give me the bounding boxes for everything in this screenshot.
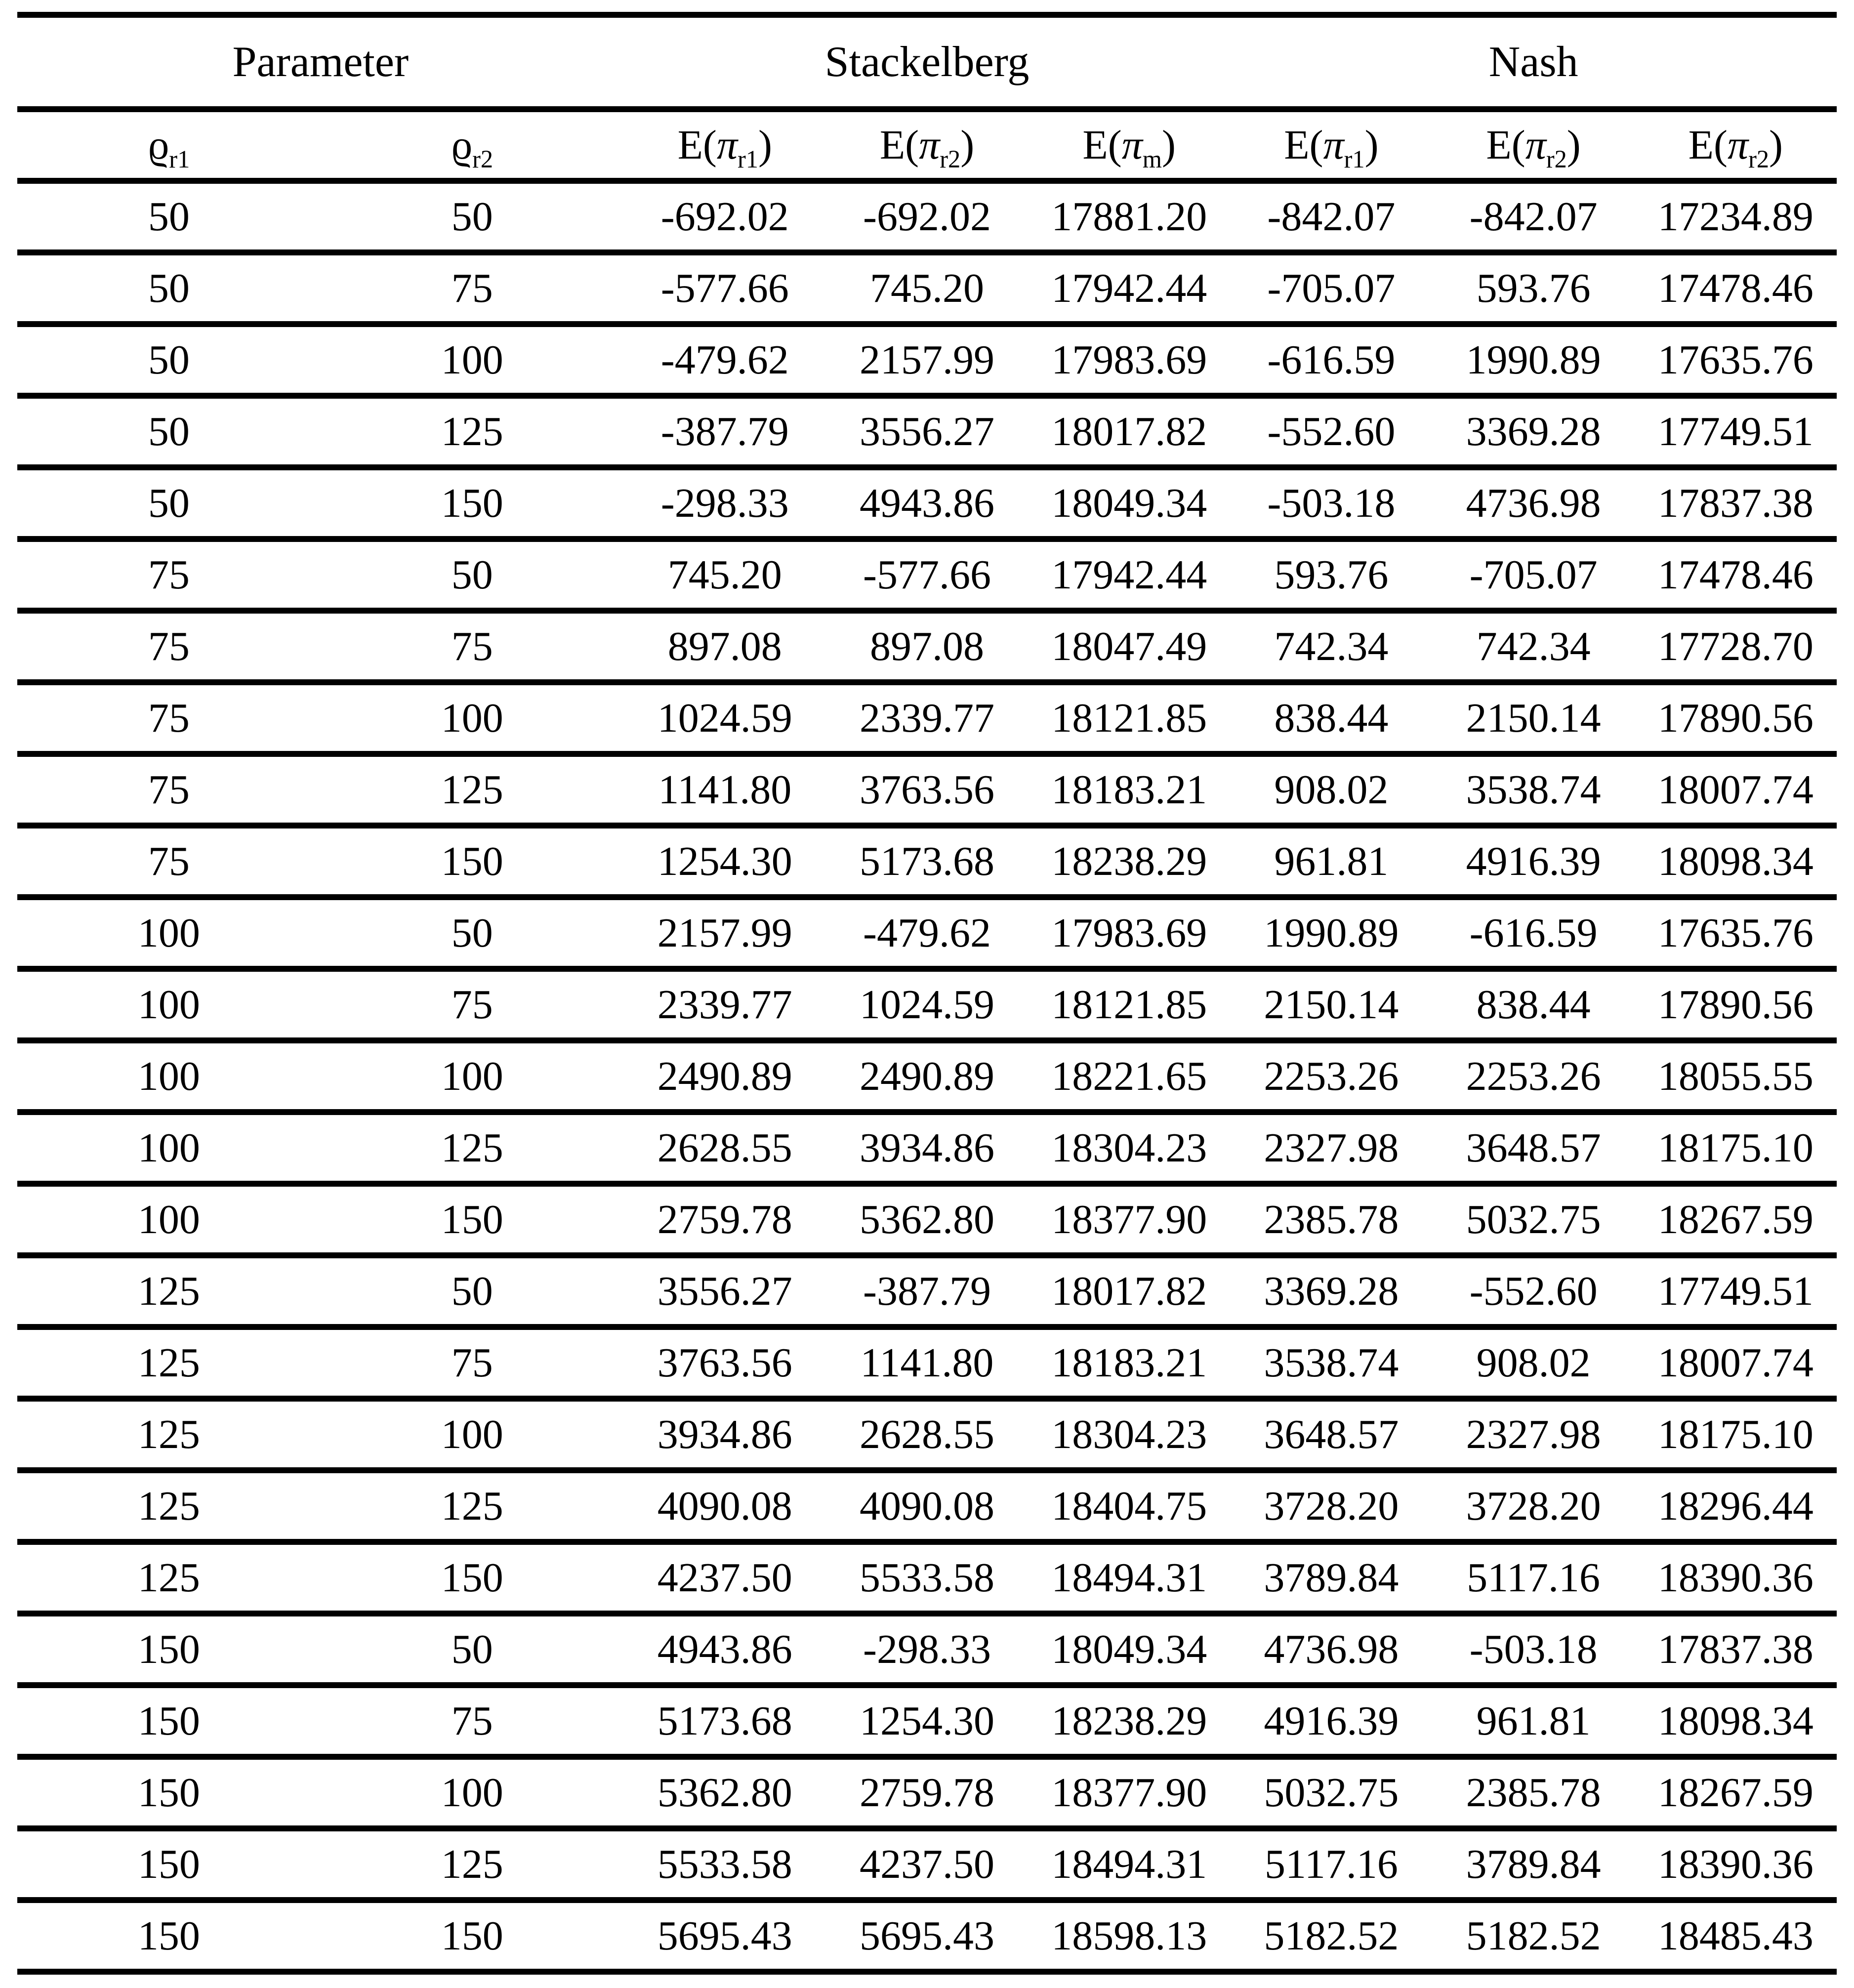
table-row: [17, 969, 1837, 1040]
table-cell: 5533.58: [624, 1828, 826, 1900]
pi-symbol: π: [1727, 122, 1749, 168]
rho-symbol: ϱ: [148, 122, 169, 168]
column-header-row: [17, 109, 1837, 181]
subscript: r1: [738, 145, 758, 173]
table-cell: 50: [321, 539, 624, 611]
table-cell: 3934.86: [624, 1399, 826, 1470]
table-cell: 4237.50: [624, 1542, 826, 1614]
table-cell: 3538.74: [1230, 1327, 1432, 1399]
table-cell: 2385.78: [1433, 1757, 1635, 1828]
table-cell: 18175.10: [1635, 1399, 1837, 1470]
table-cell: 125: [321, 1112, 624, 1184]
group-header-parameter: Parameter: [17, 15, 624, 109]
table-cell: 2150.14: [1230, 969, 1432, 1040]
table-row: [17, 1399, 1837, 1470]
table-cell: 2759.78: [826, 1757, 1028, 1828]
table-cell: 4943.86: [624, 1614, 826, 1685]
table-cell: 125: [17, 1255, 321, 1327]
table-row: [17, 754, 1837, 826]
table-cell: 3728.20: [1230, 1470, 1432, 1542]
table-cell: 5032.75: [1230, 1757, 1432, 1828]
table-row: [17, 1757, 1837, 1828]
table-cell: 100: [321, 1757, 624, 1828]
table-cell: -552.60: [1433, 1255, 1635, 1327]
table-cell: 17478.46: [1635, 539, 1837, 611]
table-row: [17, 324, 1837, 396]
table-cell: 1990.89: [1433, 324, 1635, 396]
table-cell: 125: [17, 1327, 321, 1399]
table-row: [17, 682, 1837, 754]
table-cell: 18494.31: [1028, 1542, 1230, 1614]
table-cell: 100: [321, 324, 624, 396]
results-table: [17, 12, 1837, 1975]
table-cell: 17635.76: [1635, 897, 1837, 969]
table-cell: 2628.55: [624, 1112, 826, 1184]
table-cell: 18049.34: [1028, 467, 1230, 539]
group-header-stackelberg: Stackelberg: [624, 15, 1231, 109]
table-cell: 5362.80: [826, 1184, 1028, 1255]
table-cell: 17890.56: [1635, 682, 1837, 754]
table-cell: 1254.30: [826, 1685, 1028, 1757]
table-cell: 18377.90: [1028, 1184, 1230, 1255]
table-cell: 150: [321, 467, 624, 539]
table-cell: 3538.74: [1433, 754, 1635, 826]
table-cell: 50: [17, 252, 321, 324]
table-cell: 2628.55: [826, 1399, 1028, 1470]
table-cell: -298.33: [624, 467, 826, 539]
table-cell: 18485.43: [1635, 1900, 1837, 1972]
table-row: [17, 467, 1837, 539]
table-cell: 4916.39: [1230, 1685, 1432, 1757]
table-cell: -842.07: [1433, 181, 1635, 252]
table-cell: 961.81: [1230, 826, 1432, 897]
table-cell: 75: [321, 1327, 624, 1399]
table-cell: 5182.52: [1433, 1900, 1635, 1972]
subscript: r1: [1344, 145, 1365, 173]
table-row: [17, 1112, 1837, 1184]
table-cell: 18121.85: [1028, 682, 1230, 754]
table-row: [17, 1184, 1837, 1255]
table-cell: 18047.49: [1028, 611, 1230, 682]
table-cell: 2253.26: [1433, 1040, 1635, 1112]
table-cell: 5032.75: [1433, 1184, 1635, 1255]
table-cell: 18267.59: [1635, 1757, 1837, 1828]
table-row: [17, 1685, 1837, 1757]
table-cell: 3369.28: [1230, 1255, 1432, 1327]
table-cell: 17942.44: [1028, 252, 1230, 324]
table-cell: 2339.77: [624, 969, 826, 1040]
table-cell: -692.02: [826, 181, 1028, 252]
table-cell: 4736.98: [1230, 1614, 1432, 1685]
subscript: r1: [169, 145, 190, 173]
group-header-nash: Nash: [1230, 15, 1837, 109]
table-cell: 745.20: [826, 252, 1028, 324]
table-cell: 3763.56: [826, 754, 1028, 826]
table-cell: 17983.69: [1028, 897, 1230, 969]
table-cell: 50: [17, 181, 321, 252]
table-cell: -503.18: [1230, 467, 1432, 539]
pi-symbol: π: [1121, 122, 1143, 168]
table-cell: 17837.38: [1635, 1614, 1837, 1685]
table-cell: 2253.26: [1230, 1040, 1432, 1112]
table-cell: 17890.56: [1635, 969, 1837, 1040]
table-cell: 18390.36: [1635, 1828, 1837, 1900]
table-cell: 18175.10: [1635, 1112, 1837, 1184]
table-row: [17, 252, 1837, 324]
table-cell: 18017.82: [1028, 1255, 1230, 1327]
col-header-rho-r2: [321, 109, 624, 181]
table-cell: 3369.28: [1433, 396, 1635, 467]
table-cell: 18098.34: [1635, 826, 1837, 897]
table-cell: 100: [321, 1399, 624, 1470]
rho-symbol: ϱ: [451, 122, 473, 168]
table-cell: -705.07: [1230, 252, 1432, 324]
table-cell: 897.08: [624, 611, 826, 682]
table-cell: 50: [321, 1255, 624, 1327]
table-cell: 1254.30: [624, 826, 826, 897]
table-cell: 1141.80: [624, 754, 826, 826]
table-cell: 18296.44: [1635, 1470, 1837, 1542]
pi-symbol: π: [1323, 122, 1344, 168]
table-cell: 150: [17, 1757, 321, 1828]
table-cell: 908.02: [1230, 754, 1432, 826]
table-row: [17, 826, 1837, 897]
table-cell: -298.33: [826, 1614, 1028, 1685]
table-cell: 18304.23: [1028, 1399, 1230, 1470]
table-cell: 100: [17, 1112, 321, 1184]
table-cell: 150: [321, 826, 624, 897]
table-cell: 18098.34: [1635, 1685, 1837, 1757]
table-cell: -616.59: [1230, 324, 1432, 396]
table-cell: 18055.55: [1635, 1040, 1837, 1112]
col-header-stackelberg-e-pi-m: $E(\pi_m)$: [1028, 109, 1230, 181]
table-cell: 17837.38: [1635, 467, 1837, 539]
table-cell: -552.60: [1230, 396, 1432, 467]
table-row: [17, 1542, 1837, 1614]
table-row: [17, 1470, 1837, 1542]
pi-symbol: π: [1525, 122, 1546, 168]
table-cell: 18007.74: [1635, 1327, 1837, 1399]
table-cell: 2157.99: [826, 324, 1028, 396]
table-cell: 1990.89: [1230, 897, 1432, 969]
table-row: [17, 897, 1837, 969]
table-cell: 18598.13: [1028, 1900, 1230, 1972]
table-cell: 1141.80: [826, 1327, 1028, 1399]
table-cell: 18017.82: [1028, 396, 1230, 467]
table-cell: 125: [321, 396, 624, 467]
table-cell: 17881.20: [1028, 181, 1230, 252]
pi-symbol: π: [716, 122, 738, 168]
table-cell: 17234.89: [1635, 181, 1837, 252]
subscript: r2: [1546, 145, 1567, 173]
table-cell: 3934.86: [826, 1112, 1028, 1184]
table-cell: 2327.98: [1433, 1399, 1635, 1470]
table-cell: 150: [321, 1184, 624, 1255]
table-cell: 2490.89: [624, 1040, 826, 1112]
table-cell: 17983.69: [1028, 324, 1230, 396]
table-cell: 125: [17, 1399, 321, 1470]
table-cell: 18049.34: [1028, 1614, 1230, 1685]
table-cell: 4916.39: [1433, 826, 1635, 897]
table-cell: 17942.44: [1028, 539, 1230, 611]
table-cell: 17749.51: [1635, 396, 1837, 467]
table-cell: 961.81: [1433, 1685, 1635, 1757]
table-cell: 3648.57: [1433, 1112, 1635, 1184]
table-cell: 100: [17, 1184, 321, 1255]
table-cell: 100: [17, 969, 321, 1040]
table-cell: 125: [17, 1542, 321, 1614]
subscript: m: [1142, 145, 1162, 173]
table-cell: 50: [17, 324, 321, 396]
table-cell: 2385.78: [1230, 1184, 1432, 1255]
table-cell: 75: [17, 611, 321, 682]
table-cell: -479.62: [624, 324, 826, 396]
table-row: [17, 1040, 1837, 1112]
table-cell: 18183.21: [1028, 754, 1230, 826]
table-cell: 75: [321, 252, 624, 324]
table-cell: 5695.43: [826, 1900, 1028, 1972]
table-cell: 125: [321, 754, 624, 826]
table-cell: 897.08: [826, 611, 1028, 682]
table-row: [17, 1614, 1837, 1685]
table-cell: 3728.20: [1433, 1470, 1635, 1542]
table-cell: 3763.56: [624, 1327, 826, 1399]
table-row: [17, 396, 1837, 467]
table-cell: 18238.29: [1028, 826, 1230, 897]
table-cell: 75: [17, 682, 321, 754]
table-cell: 17749.51: [1635, 1255, 1837, 1327]
table-cell: 3556.27: [826, 396, 1028, 467]
table-cell: 50: [321, 1614, 624, 1685]
table-cell: 18494.31: [1028, 1828, 1230, 1900]
table-cell: 75: [321, 611, 624, 682]
table-cell: 3789.84: [1433, 1828, 1635, 1900]
table-cell: 18304.23: [1028, 1112, 1230, 1184]
table-cell: 5182.52: [1230, 1900, 1432, 1972]
table-cell: 742.34: [1433, 611, 1635, 682]
table-cell: 100: [321, 1040, 624, 1112]
table-cell: -503.18: [1433, 1614, 1635, 1685]
table-cell: 5117.16: [1433, 1542, 1635, 1614]
table-cell: -692.02: [624, 181, 826, 252]
table-cell: 18238.29: [1028, 1685, 1230, 1757]
table-cell: 125: [17, 1470, 321, 1542]
table-cell: 75: [321, 969, 624, 1040]
col-header-rho-r1: [17, 109, 321, 181]
subscript: r2: [940, 145, 961, 173]
table-cell: 2157.99: [624, 897, 826, 969]
table-row: [17, 539, 1837, 611]
table-cell: 17728.70: [1635, 611, 1837, 682]
table-cell: -705.07: [1433, 539, 1635, 611]
table-row: [17, 1828, 1837, 1900]
table-cell: 3556.27: [624, 1255, 826, 1327]
table-cell: 18007.74: [1635, 754, 1837, 826]
subscript: r2: [1748, 145, 1770, 173]
table-cell: -616.59: [1433, 897, 1635, 969]
table-row: [17, 1900, 1837, 1972]
table-cell: -387.79: [826, 1255, 1028, 1327]
table-cell: 50: [321, 897, 624, 969]
table-cell: -387.79: [624, 396, 826, 467]
table-cell: 2327.98: [1230, 1112, 1432, 1184]
table-cell: 75: [17, 826, 321, 897]
table-cell: 2339.77: [826, 682, 1028, 754]
table-cell: 5695.43: [624, 1900, 826, 1972]
subscript: r2: [472, 145, 494, 173]
table-cell: 150: [17, 1900, 321, 1972]
table-cell: 2490.89: [826, 1040, 1028, 1112]
table-cell: 908.02: [1433, 1327, 1635, 1399]
table-cell: 125: [321, 1470, 624, 1542]
table-cell: 18404.75: [1028, 1470, 1230, 1542]
table-row: [17, 1327, 1837, 1399]
table-cell: 100: [17, 897, 321, 969]
table-cell: 2150.14: [1433, 682, 1635, 754]
table-cell: 593.76: [1230, 539, 1432, 611]
table-cell: -479.62: [826, 897, 1028, 969]
table-cell: 4736.98: [1433, 467, 1635, 539]
table-cell: 5173.68: [624, 1685, 826, 1757]
table-cell: 18121.85: [1028, 969, 1230, 1040]
table-cell: 150: [17, 1685, 321, 1757]
table-cell: 150: [321, 1542, 624, 1614]
table-row: [17, 181, 1837, 252]
table-cell: 75: [321, 1685, 624, 1757]
table-cell: 5117.16: [1230, 1828, 1432, 1900]
col-header-nash-e-pi-m: $E(\pi_{r2})$: [1635, 109, 1837, 181]
table-cell: 5173.68: [826, 826, 1028, 897]
col-header-stackelberg-e-pi-r2: $E(\pi_{r2})$: [826, 109, 1028, 181]
table-cell: 18267.59: [1635, 1184, 1837, 1255]
table-cell: 2759.78: [624, 1184, 826, 1255]
table-cell: 50: [321, 181, 624, 252]
table-cell: 17478.46: [1635, 252, 1837, 324]
table-cell: 1024.59: [826, 969, 1028, 1040]
table-cell: 593.76: [1433, 252, 1635, 324]
table-cell: 18390.36: [1635, 1542, 1837, 1614]
group-header-row: [17, 15, 1837, 109]
table-row: [17, 611, 1837, 682]
table-cell: 3648.57: [1230, 1399, 1432, 1470]
table-cell: 75: [17, 754, 321, 826]
table-cell: 4090.08: [826, 1470, 1028, 1542]
table-cell: 100: [17, 1040, 321, 1112]
table-cell: 125: [321, 1828, 624, 1900]
table-cell: 742.34: [1230, 611, 1432, 682]
table-cell: 150: [321, 1900, 624, 1972]
col-header-nash-e-pi-r1: $E(\pi_{r1})$: [1230, 109, 1432, 181]
table-cell: 150: [17, 1828, 321, 1900]
col-header-nash-e-pi-r2: $E(\pi_{r2})$: [1433, 109, 1635, 181]
table-cell: 838.44: [1230, 682, 1432, 754]
table-cell: 5362.80: [624, 1757, 826, 1828]
table-cell: 17635.76: [1635, 324, 1837, 396]
table-cell: 5533.58: [826, 1542, 1028, 1614]
table-cell: 4943.86: [826, 467, 1028, 539]
table-cell: 1024.59: [624, 682, 826, 754]
pi-symbol: π: [919, 122, 940, 168]
table-cell: 100: [321, 682, 624, 754]
table-cell: -577.66: [624, 252, 826, 324]
table-cell: 18221.65: [1028, 1040, 1230, 1112]
table-cell: 18183.21: [1028, 1327, 1230, 1399]
table-cell: -842.07: [1230, 181, 1432, 252]
table-cell: 838.44: [1433, 969, 1635, 1040]
table-cell: 150: [17, 1614, 321, 1685]
table-cell: 4090.08: [624, 1470, 826, 1542]
table-cell: 3789.84: [1230, 1542, 1432, 1614]
table-cell: 75: [17, 539, 321, 611]
col-header-stackelberg-e-pi-r1: $E(\pi_{r1})$: [624, 109, 826, 181]
table-cell: -577.66: [826, 539, 1028, 611]
table-cell: 745.20: [624, 539, 826, 611]
table-cell: 4237.50: [826, 1828, 1028, 1900]
table-row: [17, 1255, 1837, 1327]
table-cell: 50: [17, 396, 321, 467]
table-header: [17, 15, 1837, 181]
table-cell: 18377.90: [1028, 1757, 1230, 1828]
table-body: [17, 181, 1837, 1972]
table-cell: 50: [17, 467, 321, 539]
